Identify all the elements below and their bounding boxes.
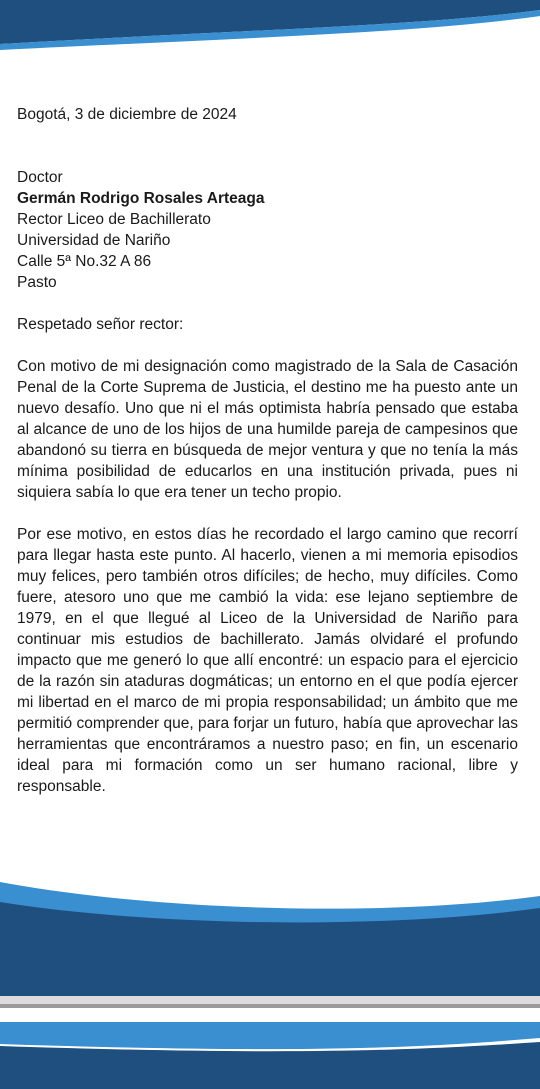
paragraph-2: Por ese motivo, en estos días he recordado el largo camino que recorrí para llegar hasta este punto. Al hacerlo, vienen a mi memoria episodios muy felices, pero también otros difíciles; de hecho, muy difíciles. Como fuere, atesoro uno que me cambió la vida: ese lejano septiembre de 1979, en el que llegué al Liceo de la Universidad de Nariño para continuar mis estudios de bachillerato. Jamás olvidaré el profundo impacto que me generó lo que allí encontré: un espacio para el ejercicio de la razón sin ataduras dogmáticas; un entorno en el que podía ejercer mi libertad en el marco de mi propia responsabilidad; un ámbito que me permitió comprender que, para forjar un futuro, había que aprovechar las herramientas que encontráramos a nuestro paso; en fin, un escenario ideal para mi formación como un ser humano racional, libre y responsable. <box>17 526 518 795</box>
recipient-name: Germán Rodrigo Rosales Arteaga <box>17 190 265 207</box>
recipient-city: Pasto <box>17 274 57 291</box>
recipient-block <box>17 167 518 293</box>
paragraph-1: Con motivo de mi designación como magistrado de la Sala de Casación Penal de la Corte Suprema de Justicia, el destino me ha puesto ante un nuevo desafío. Uno que ni el más optimista habría pensado que estaba al alcance de uno de los hijos de una humilde pareja de campesinos que abandonó su tierra en búsqueda de mejor ventura y que no tenía la más mínima posibilidad de educarlos en una institución privada, pues ni siquiera sabía lo que era tener un techo propio. <box>17 358 518 501</box>
header-wave-decoration <box>0 0 540 60</box>
recipient-position: Rector Liceo de Bachillerato <box>17 211 211 228</box>
recipient-title: Doctor <box>17 169 63 186</box>
letter-body <box>17 104 518 818</box>
salutation: Respetado señor rector: <box>17 316 184 333</box>
recipient-address: Calle 5ª No.32 A 86 <box>17 253 152 270</box>
footer-wave-decoration <box>0 860 540 1089</box>
letter-date: Bogotá, 3 de diciembre de 2024 <box>17 106 237 123</box>
recipient-institution: Universidad de Nariño <box>17 232 171 249</box>
